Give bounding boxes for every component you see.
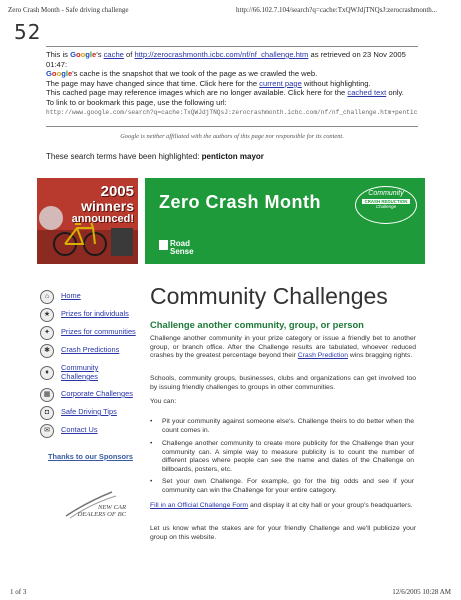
page-subtitle: Challenge another community, group, or person	[150, 319, 364, 330]
road-sense-logo: Road Sense	[159, 240, 194, 256]
mail-icon: ✉	[40, 424, 54, 438]
page-title: Community Challenges	[150, 283, 388, 309]
print-footer-datetime: 12/6/2005 10:28 AM	[392, 588, 451, 596]
handwritten-page-number: 52	[14, 20, 42, 44]
dealer-logo-text: NEW CAR DEALERS OF BC	[77, 504, 126, 518]
cache-text: 's	[96, 50, 104, 59]
google-disclaimer: Google is neither affiliated with the authors of this page nor responsible for its content.	[120, 133, 344, 140]
bookmark-instruction: To link to or bookmark this page, use the following url:	[46, 97, 227, 107]
prize-icon: ★	[40, 308, 54, 322]
highlighted-terms: penticton mayor	[201, 152, 264, 161]
current-page-link[interactable]: current page	[259, 78, 302, 88]
sponsors-heading[interactable]: Thanks to our Sponsors	[48, 452, 133, 461]
icbc-logo-icon	[159, 240, 168, 250]
promo-text: 2005 winners announced!	[71, 183, 134, 225]
bullet-icon: •	[150, 478, 153, 485]
print-header-title: Zero Crash Month - Safe driving challenge	[8, 6, 129, 14]
list-item: • Challenge another community to create more publicity for the Challenge than your community can. A simple way to measure publicity is to count the number of different places where people can see the name and dates of the Challenge on billboards, posters, etc.	[150, 440, 414, 473]
corporate-icon: ▦	[40, 388, 54, 402]
challenge-form-link[interactable]: Fill in an Official Challenge Form	[150, 502, 249, 509]
print-footer-page: 1 of 3	[10, 588, 27, 596]
bullet-icon: •	[150, 440, 153, 447]
home-icon: ⌂	[40, 290, 54, 304]
winners-promo-image[interactable]	[37, 178, 138, 264]
community-icon: ✦	[40, 326, 54, 340]
original-url-link[interactable]: http://zerocrashmonth.icbc.com/nf/nf_challenge.htm	[134, 50, 309, 59]
schools-paragraph: Schools, community groups, businesses, clubs and organizations can get involved too by issuing friendly challenges to groups in other communities.	[150, 375, 416, 391]
new-car-dealers-logo[interactable]	[62, 490, 126, 520]
challenge-form-paragraph: Fill in an Official Challenge Form and display it at city hall or your group's headquarters.	[150, 502, 413, 509]
google-wordmark: Google	[46, 69, 73, 79]
cache-notice: This is Google's cache of http://zerocrashmonth.icbc.com/nf/nf_challenge.htm as retrieved on 23 Nov 2005 01:47: Google's cache is the snapshot that we took of the page as we crawled the web. The page may have changed since that time. Click here for the current page without highlighting. This cached page may reference images which are no longer available. Click here for the cached text only. To link to or bookmark this page, use the following url: http://www.google.com/search?q=cache:TxQWJdjTNQsJ:zerocrashmonth.icbc.com/nf/nf_challenge.htm+pentic	[46, 50, 418, 116]
community-challenge-logo: Community CRASH REDUCTION Challenge	[355, 186, 417, 224]
cache-notice-top-rule	[46, 46, 418, 47]
list-item: • Set your own Challenge. For example, go for the big odds and see if your community can win the Challenge for your entire category.	[150, 478, 414, 494]
crash-icon: ✱	[40, 344, 54, 358]
car-icon: ◘	[40, 406, 54, 420]
intro-paragraph: Challenge another community in your prize category or issue a friendly bet to another group, or branch office. After the Challenge results are tabulated, whoever reduced crashes by the greatest percentage beyond their Crash Prediction wins bragging rights.	[150, 335, 416, 360]
print-header-url: http://66.102.7.104/search?q=cache:TxQWJdjTNQsJ:zerocrashmonth...	[236, 6, 438, 14]
bullet-icon: •	[150, 418, 153, 425]
challenge-icon: ♦	[40, 366, 54, 380]
banner-title: Zero Crash Month	[159, 192, 322, 212]
bookmark-url[interactable]: http://www.google.com/search?q=cache:TxQWJdjTNQsJ:zerocrashmonth.icbc.com/nf/nf_challenge.htm+pentic	[46, 108, 418, 116]
crash-prediction-link[interactable]: Crash Prediction	[297, 352, 348, 360]
let-us-know-paragraph: Let us know what the stakes are for your friendly Challenge and we'll publicize your group on this website.	[150, 525, 416, 541]
google-wordmark: Google	[70, 50, 97, 59]
cache-link[interactable]: cache	[103, 50, 124, 59]
you-can-label: You can:	[150, 398, 177, 405]
cache-notice-bottom-rule	[46, 126, 418, 127]
list-item: • Pit your community against someone else's. Challenge theirs to do better when the count comes in.	[150, 418, 414, 434]
cached-text-link[interactable]: cached text	[347, 88, 387, 98]
highlight-notice: These search terms have been highlighted: penticton mayor	[46, 152, 264, 161]
cache-text: This is	[46, 50, 71, 59]
zero-crash-month-banner	[145, 178, 425, 264]
